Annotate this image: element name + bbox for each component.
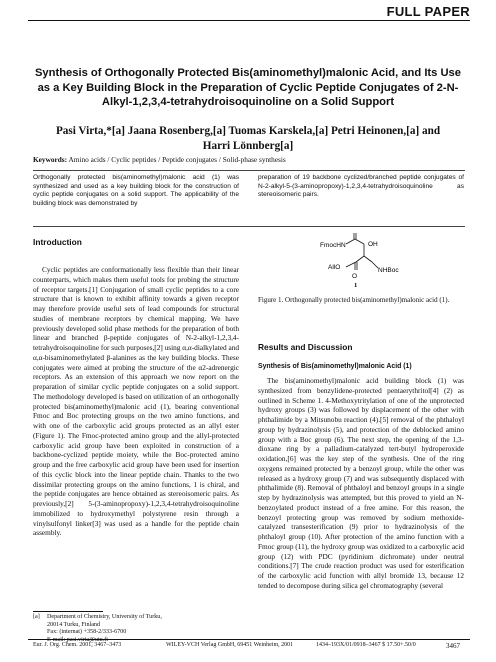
bond [364, 256, 372, 262]
keywords-label: Keywords: [33, 155, 68, 164]
carbonyl-o-label: O [352, 273, 358, 280]
nhboc-label: NHBoc [378, 267, 399, 274]
footnote-line: E-mail: pasi.virta@utu.fi [47, 636, 108, 643]
footnote-line: Department of Chemistry, University of Turku, [47, 614, 162, 620]
page-number: 3467 [446, 642, 460, 650]
fmochn-label: FmocHN [320, 242, 346, 249]
footnote-rule [33, 611, 103, 612]
publisher-line: WILEY-VCH Verlag GmbH, 69451 Weinheim, 2001 [166, 642, 294, 648]
keywords-text: Amino acids / Cyclic peptides / Peptide conjugates / Solid-phase synthesis [68, 155, 286, 164]
bond [346, 262, 356, 267]
compound-number: 1 [354, 282, 358, 288]
introduction-paragraph: Cyclic peptides are conformationally less flexible than their linear counterparts, which makes them useful tools for probing the structure of receptor targets.[1] Conjugation of small cyclic peptides to a core structure that is known to exhibit affinity towards a given receptor may therefore provide useful sets of lead compounds for structural studies of membrane receptors by chemical mapping. We have previously developed solid phase methods for the preparation of both linear and branched β-peptide conjugates of N-2-alkyl-1,2,3,4-tetrahydroisoquinoline for such purposes,[2] using α,α-dialkylated and α,α-bisaminomethylated β-alanines as the key building blocks. These conjugates were aimed at probing the structure of the α2-adrenergic receptors. As an extension of this approach we now report on the preparation of similar cyclic peptide conjugates on a solid support. The methodology developed is based on utilization of an orthogonally protected bis(aminomethyl)malonic acid (1), bearing conventional Fmoc and Boc protecting groups on the two amino functions, and with one of the carboxylic acid groups protected as an allyl ester (Figure 1). The Fmoc-protected amino group and the allyl-protected carboxylic acid group have been exploited in construction of a backbone-cyclized peptide moiety, while the Boc-protected amino group and the free carboxylic acid group have been used for insertion of this cyclic block into the linear peptide chain. Thanks to the two dissimilar protecting groups on the amino functions, 1 is chiral, and the peptide conjugates are hence obtained as stereoisomeric pairs. As previously,[2] 5-(3-aminopropoxy)-1,2,3,4-tetrahydroisoquinoline immobilized to hydroxymethyl polystyrene resin through a vinylsulfonyl linker[3] was used as a handle for the peptide chain assembly. [33, 265, 239, 538]
footnote-line: Fax: (internat) +358-2/333-6700 [47, 629, 127, 636]
allo-label: AllO [328, 264, 341, 271]
figure-1-caption: Figure 1. Orthogonally protected bis(aminomethyl)malonic acid (1). [258, 296, 450, 304]
footnote-marker: [a] [33, 614, 40, 620]
page-header [0, 0, 496, 40]
header-rule [28, 20, 470, 21]
footnote-line: 20014 Turku, Finland [47, 621, 100, 628]
results-paragraph: The bis(aminomethyl)malonic acid building block (1) was synthesized from benzylidene-protected pentaerythritol[4] (2) as outlined in Scheme 1. 4-Methoxytritylation of one of the unprotected hydroxy groups (3) was followed by displacement of the other with phthalimide by a Mitsunobu reaction (4).[5] removal of the phthaloyl group by hydrazinolysis (5), and protection of the deblocked amino group with a Boc group (6). The next step, the opening of the 1,3-dioxane ring by a palladium-catalyzed tert-butyl hydroperoxide oxidation,[6] was the key step of the synthesis. One of the ring oxygens remained protected by a benzoyl group, while the other was released as a hydroxy group (7) and was subsequently displaced with phthalimide (8). Removal of phthaloyl and benzoyl groups in a single step by hydrazinolysis was attempted, but this proved to yield an N-benzoylated product instead of a free amine. For this reason, the benzoyl protecting group was removed by sodium methoxide-catalyzed transesterification (9) prior to hydrazinolysis of the phthaloyl group (10). After protection of the amino function with a Fmoc group (11), the hydroxy group was oxidized to a carboxylic acid group (12) with PDC (pyridinium dichromate) under neutral conditions.[7] The crude reaction product was used for esterification of the carboxylic acid function with allyl bromide 13, because 12 tended to decompose during silica gel chromatography (several [258, 376, 465, 590]
results-body [258, 376, 464, 591]
section-label: FULL PAPER [386, 4, 470, 19]
results-subheading: Synthesis of Bis(aminomethyl)malonic Acid (1) [258, 363, 412, 370]
footer-rule [28, 639, 470, 640]
author-list [30, 124, 466, 153]
oh-label: OH [368, 241, 378, 248]
results-heading: Results and Discussion [258, 342, 353, 352]
paper-title: Synthesis of Orthogonally Protected Bis(aminomethyl)malonic Acid, and Its Use as a Key Building Block in the Preparation of Cyclic Peptide Conjugates of 2-N-Alkyl-1,2,3,4-tetrahydroisoquinoline on a Solid Support [34, 67, 462, 108]
introduction-heading: Introduction [33, 237, 82, 247]
issn-line: 1434–193X/01/0918–3467 $ 17.50+.50/0 [316, 642, 416, 648]
bond [356, 256, 364, 262]
figure-1-structure [258, 232, 466, 288]
abstract-left: Orthogonally protected bis(aminomethyl)malonic acid (1) was synthesized and used as a key building block for the construction of cyclic peptide conjugates on a solid support. The applicability of the building block was demonstrated by [33, 174, 239, 207]
bond [355, 239, 364, 244]
introduction-body [33, 265, 239, 538]
author-line-1: Pasi Virta,*[a] Jaana Rosenberg,[a] Tuomas Karskela,[a] Petri Heinonen,[a] and [55, 125, 441, 137]
abstract-right: preparation of 19 backbone cyclized/branched peptide conjugates of N-2-alkyl-5-(3-aminopropoxy)-1,2,3,4-tetrahydroisoquinoline as stereoisomeric pairs. [258, 174, 464, 199]
bond [346, 239, 355, 244]
malonic-acid-structure-diagram [258, 232, 466, 288]
keywords [33, 155, 463, 165]
author-line-2: Harri Lönnberg[a] [202, 139, 294, 152]
journal-citation: Eur. J. Org. Chem. 2001, 3467–3473 [33, 642, 122, 648]
